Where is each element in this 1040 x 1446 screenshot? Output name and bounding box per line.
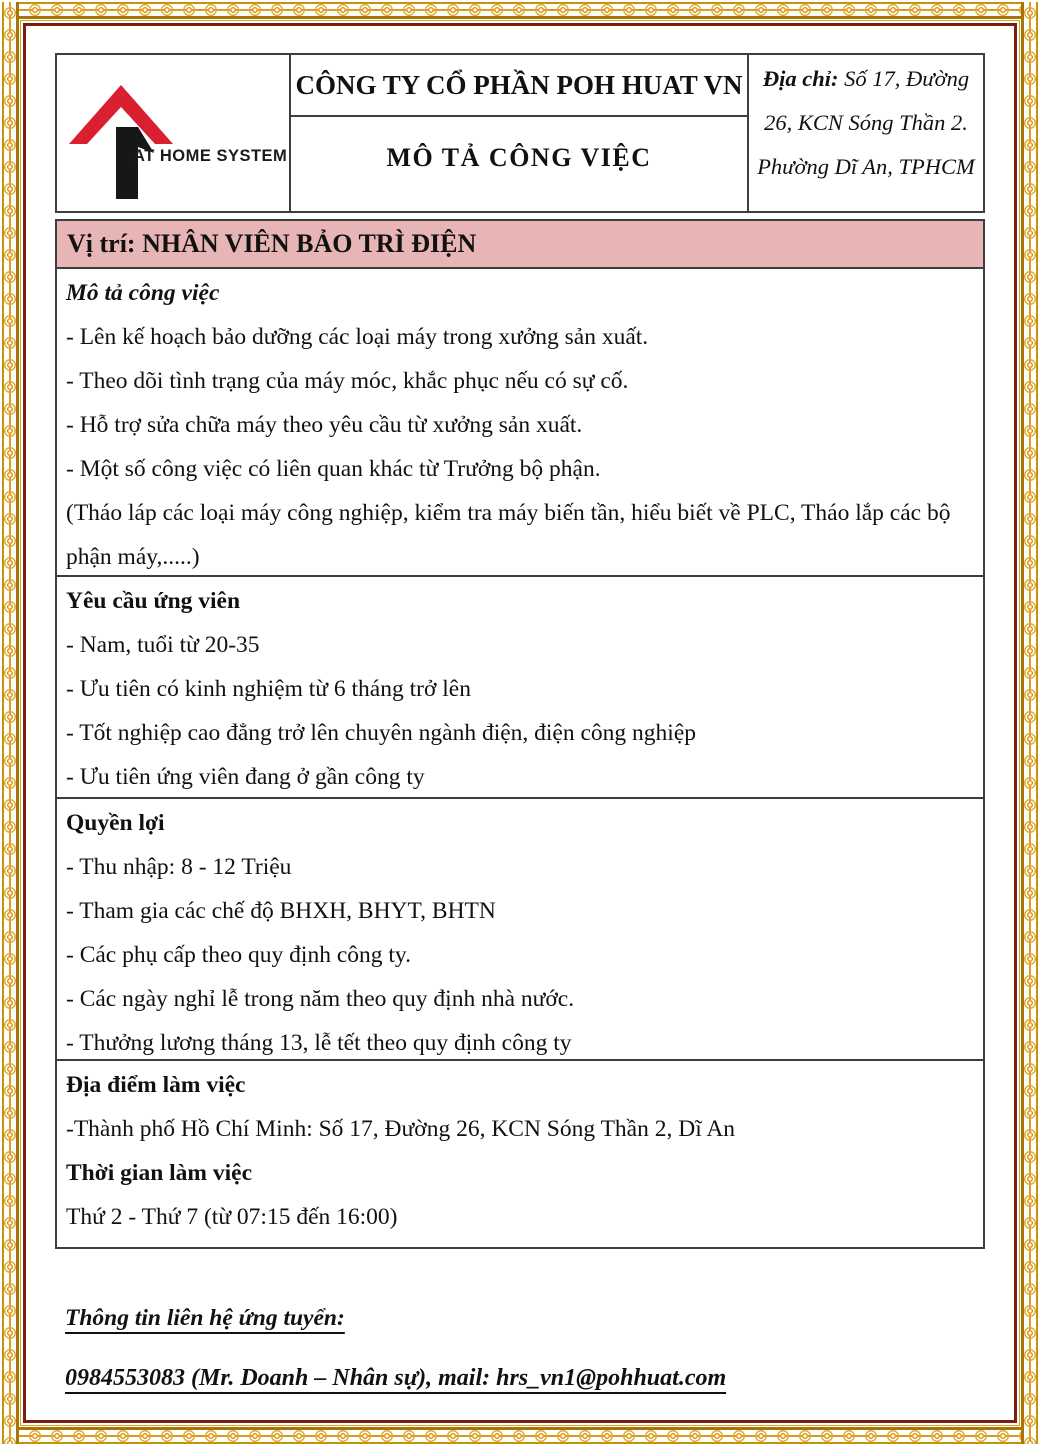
workplace-heading: Địa điểm làm việc <box>66 1072 246 1098</box>
section-job-description <box>55 269 985 577</box>
ornate-border-left-icon <box>2 2 19 1444</box>
company-name: CÔNG TY CỔ PHẦN POH HUAT VN <box>291 55 747 117</box>
position-bar <box>55 219 985 269</box>
benefit-item: - Tham gia các chế độ BHXH, BHYT, BHTN <box>66 898 496 924</box>
address-text: Số 17, Đường 26, KCN Sóng Thần 2. Phường Dĩ An, TPHCM <box>757 66 975 179</box>
job-description-table <box>55 53 985 1249</box>
ornate-border-right-icon <box>1021 2 1038 1444</box>
benefit-item: - Các ngày nghỉ lễ trong năm theo quy định nhà nước. <box>66 986 575 1012</box>
job-description-heading: Mô tả công việc <box>66 280 220 306</box>
document-content <box>26 26 1014 1420</box>
home-roof-logo-icon <box>59 67 219 207</box>
logo-brand-text: AT HOME SYSTEM <box>133 147 288 165</box>
ornate-border-top-icon <box>2 2 1038 19</box>
job-description-item: - Hỗ trợ sửa chữa máy theo yêu cầu từ xưởng sản xuất. <box>66 412 583 438</box>
document-title: MÔ TẢ CÔNG VIỆC <box>386 143 652 172</box>
requirement-item: - Ưu tiên ứng viên đang ở gần công ty <box>66 764 425 790</box>
contact-line: 0984553083 (Mr. Doanh – Nhân sự), mail: hrs_vn1@pohhuat.com <box>65 1365 727 1391</box>
workplace-location: -Thành phố Hồ Chí Minh: Số 17, Đường 26, KCN Sóng Thần 2, Dĩ An <box>66 1116 736 1142</box>
schedule-heading: Thời gian làm việc <box>66 1160 253 1186</box>
benefit-item: - Thu nhập: 8 - 12 Triệu <box>66 854 292 880</box>
position-text: Vị trí: NHÂN VIÊN BẢO TRÌ ĐIỆN <box>67 229 477 258</box>
requirements-heading: Yêu cầu ứng viên <box>66 588 241 614</box>
schedule-time: Thứ 2 - Thứ 7 (từ 07:15 đến 16:00) <box>66 1204 398 1230</box>
contact-heading: Thông tin liên hệ ứng tuyển: <box>65 1305 345 1331</box>
job-description-item: - Lên kế hoạch bảo dưỡng các loại máy trong xưởng sản xuất. <box>66 324 649 350</box>
company-logo <box>57 55 291 211</box>
benefits-heading: Quyền lợi <box>66 810 165 836</box>
ornate-border-bottom-icon <box>2 1427 1038 1444</box>
section-benefits <box>55 799 985 1061</box>
address-label: Địa chỉ: <box>762 66 839 91</box>
section-workplace <box>55 1061 985 1249</box>
header-title-cell <box>291 55 749 211</box>
document-header <box>55 53 985 213</box>
footer-contact <box>55 1305 985 1392</box>
company-address <box>749 55 983 211</box>
requirement-item: - Nam, tuổi từ 20-35 <box>66 632 260 658</box>
requirement-item: - Ưu tiên có kinh nghiệm từ 6 tháng trở lên <box>66 676 471 702</box>
section-requirements <box>55 577 985 799</box>
benefit-item: - Các phụ cấp theo quy định công ty. <box>66 942 412 968</box>
job-description-item: - Theo dõi tình trạng của máy móc, khắc phục nếu có sự cố. <box>66 368 629 394</box>
job-description-item: - Một số công việc có liên quan khác từ Trưởng bộ phận. <box>66 456 601 482</box>
requirement-item: - Tốt nghiệp cao đẳng trở lên chuyên ngành điện, điện công nghiệp <box>66 720 697 746</box>
job-description-item: (Tháo láp các loại máy công nghiệp, kiểm tra máy biến tần, hiểu biết về PLC, Tháo lắp các bộ phận máy,.....) <box>66 500 951 570</box>
benefit-item: - Thưởng lương tháng 13, lễ tết theo quy định công ty <box>66 1030 572 1056</box>
